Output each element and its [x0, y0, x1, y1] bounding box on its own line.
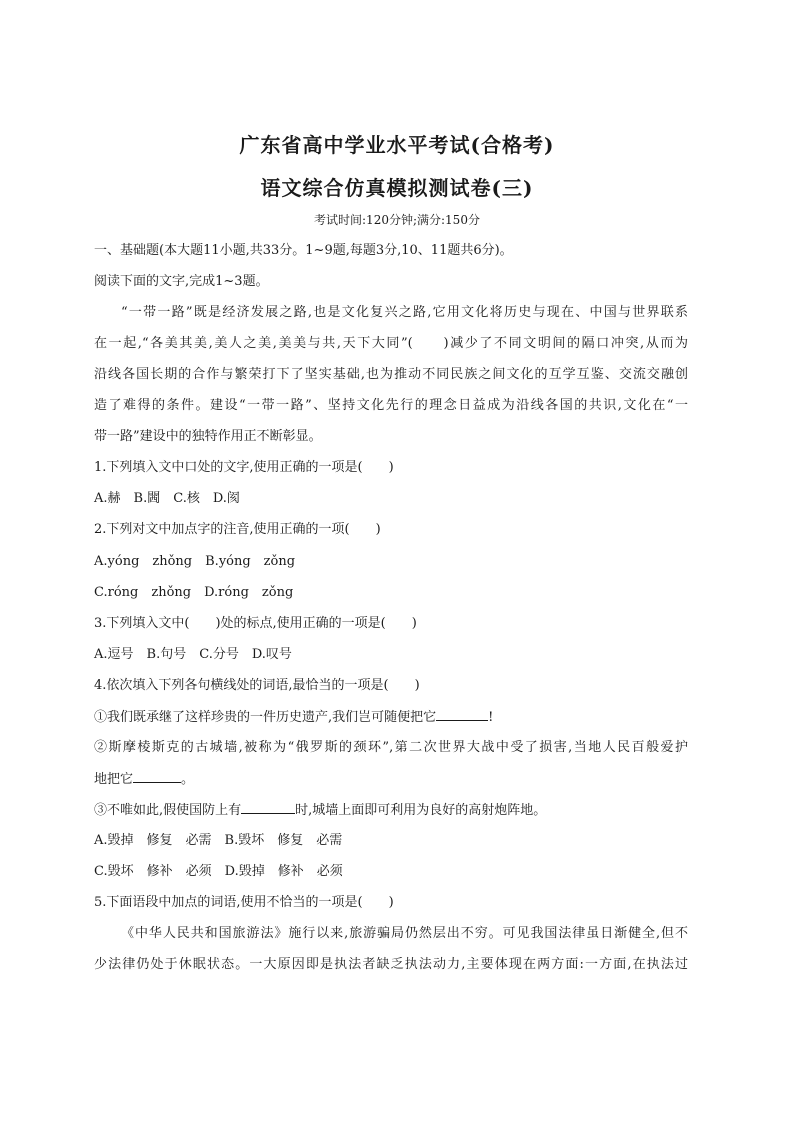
- sentence-text: !: [488, 710, 494, 725]
- fill-blank: [133, 770, 181, 783]
- reading-instruction: 阅读下面的文字,完成1~3题。: [94, 274, 269, 289]
- fill-blank: [241, 801, 295, 814]
- question-3-options: A.逗号 B.句号 C.分号 D.叹号: [94, 647, 292, 662]
- question-5-passage-line: 少法律仍处于休眠状态。一大原因即是执法者缺乏执法动力,主要体现在两方面:一方面,在执法过: [94, 957, 688, 972]
- question-4-options: C.毁坏 修补 必须 D.毁掉 修补 必须: [94, 864, 343, 879]
- exam-subtitle: 语文综合仿真模拟测试卷(三): [260, 176, 534, 200]
- fill-blank: [436, 708, 488, 721]
- sentence-text: ①我们既承继了这样珍贵的一件历史遗产,我们岂可随便把它: [94, 710, 437, 725]
- question-4-sentence-1: [94, 708, 493, 727]
- question-4-sentence-2-cont: [94, 770, 194, 789]
- question-2-options: A.yóng zhǒng B.yóng zǒng: [94, 554, 296, 569]
- section-heading: 一、基础题(本大题11小题,共33分。1~9题,每题3分,10、11题共6分)。: [94, 243, 513, 258]
- question-4-options: A.毁掉 修复 必需 B.毁坏 修复 必需: [94, 833, 343, 848]
- sentence-text: 。: [181, 772, 195, 787]
- sentence-text: ③不唯如此,假使国防上有: [94, 803, 242, 818]
- passage-line: 沿线各国长期的合作与繁荣打下了坚实基础,也为推动不同民族之间文化的互学互鉴、交流交融创: [94, 367, 688, 382]
- question-2-stem: 2.下列对文中加点字的注音,使用正确的一项( ): [94, 522, 381, 537]
- question-2-options: C.róng zhǒng D.róng zǒng: [94, 585, 294, 600]
- question-5-stem: 5.下面语段中加点的词语,使用不恰当的一项是( ): [94, 895, 394, 910]
- question-4-stem: 4.依次填入下列各句横线处的词语,最恰当的一项是( ): [94, 678, 420, 693]
- question-4-sentence-2: ②斯摩棱斯克的古城墙,被称为“俄罗斯的颈环”,第二次世界大战中受了损害,当地人民百般爱护: [94, 740, 688, 755]
- exam-info: 考试时间:120分钟;满分:150分: [314, 213, 480, 227]
- passage-line: “一带一路”既是经济发展之路,也是文化复兴之路,它用文化将历史与现在、中国与世界联系: [121, 305, 688, 320]
- sentence-text: 时,城墙上面即可利用为良好的高射炮阵地。: [295, 803, 547, 818]
- question-1-stem: 1.下列填入文中口处的文字,使用正确的一项是( ): [94, 460, 394, 475]
- passage-line: 带一路”建设中的独特作用正不断彰显。: [94, 429, 322, 444]
- question-5-passage-line: 《中华人民共和国旅游法》施行以来,旅游骗局仍然层出不穷。可见我国法律虽日渐健全,但不: [121, 926, 688, 941]
- exam-title: 广东省高中学业水平考试(合格考): [239, 133, 555, 157]
- sentence-text: 地把它: [94, 772, 134, 787]
- passage-line: 在一起,“各美其美,美人之美,美美与共,天下大同”( )减少了不同文明间的隔口冲突,从而为: [94, 336, 688, 351]
- question-1-options: A.赫 B.閪 C.核 D.阂: [94, 491, 240, 506]
- question-3-stem: 3.下列填入文中( )处的标点,使用正确的一项是( ): [94, 616, 417, 631]
- passage-line: 造了难得的条件。建设“一带一路”、坚持文化先行的理念日益成为沿线各国的共识,文化在“一: [94, 398, 688, 413]
- question-4-sentence-3: [94, 801, 546, 820]
